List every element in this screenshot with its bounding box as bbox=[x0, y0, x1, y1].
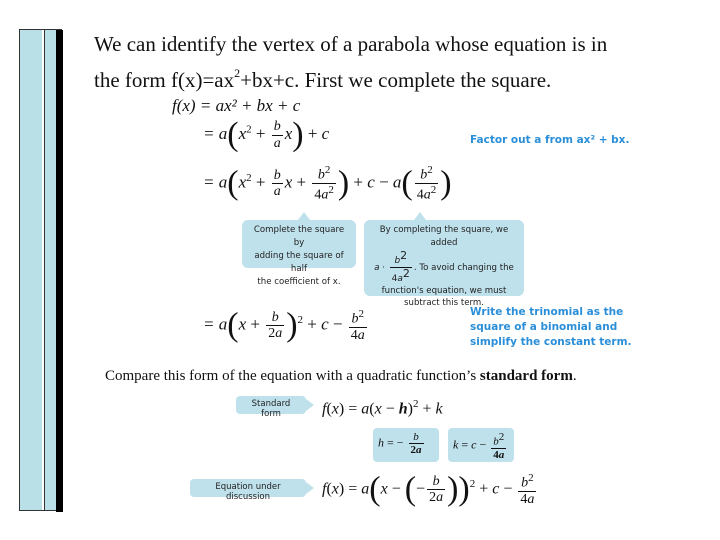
sidebar-stripe-light bbox=[20, 30, 42, 510]
note-trinomial-line-1: Write the trinomial as the bbox=[470, 306, 624, 318]
step-4-equation: = a(x + $\frac{b}{2a}$ )$^2$ + c − $\frac{b^2}{4a}$ bbox=[203, 306, 365, 344]
heading-line-2-suffix: +bx+c. First we complete the square. bbox=[240, 68, 552, 92]
standard-form-equation: $f(x) = a(x - h)^2 + k$ bbox=[322, 398, 443, 418]
heading-line-2 bbox=[94, 66, 552, 92]
callout-subtract-term bbox=[364, 220, 524, 309]
step-3-equation: = $a(x^2$ + $\frac{b}{a}$ x + $\frac{b^2}{4a^2}$ ) + c − a( $\frac{b^2}{4a^2}$ ) bbox=[203, 164, 452, 203]
callout-right-line-2: a · $\frac{b2}{4a2}$ . To avoid changing the bbox=[374, 248, 514, 284]
sidebar-stripe-dark bbox=[56, 30, 63, 512]
step-2-equation: = $a(x^2$ + $\frac{b}{a}$ x) + c bbox=[203, 116, 330, 153]
compare-bold: standard form bbox=[479, 368, 573, 384]
step-1-text: f(x) = ax² + bx + c bbox=[172, 96, 301, 115]
callout-right-line-3: function's equation, we must bbox=[381, 285, 507, 296]
label-equation-under-discussion: Equation under discussion bbox=[190, 479, 306, 497]
step-2-lead: = a bbox=[203, 123, 228, 143]
heading-line-1: We can identify the vertex of a parabola whose equation is in bbox=[94, 32, 608, 56]
discussion-equation: f(x) = a(x − (− $\frac{b}{2a}$ ))$^2$ + c − $\frac{b^2}{4a}$ bbox=[322, 470, 535, 508]
note-factor: Factor out a from ax² + bx. bbox=[470, 134, 630, 146]
k-definition-box: k = c − $\frac{b2}{4a}$ bbox=[448, 428, 514, 462]
callout-right-line-1: By completing the square, we added bbox=[379, 225, 509, 248]
callout-right-line-4: subtract this term. bbox=[404, 298, 484, 309]
callout-complete-square bbox=[242, 220, 356, 287]
heading-line-2-sup: 2 bbox=[234, 66, 241, 80]
callout-left-line-3: the coefficient of x. bbox=[257, 276, 341, 287]
h-definition-box: h = − $\frac{b}{2a}$ bbox=[373, 428, 439, 462]
note-trinomial-line-3: simplify the constant term. bbox=[470, 336, 632, 349]
compare-sentence: Compare this form of the equation with a quadratic function’s standard form. bbox=[105, 368, 577, 384]
callout-left-line-1: Complete the square by bbox=[253, 225, 345, 248]
fraction-b-over-a: $\frac{b}{a}$ bbox=[273, 119, 281, 151]
callout-left-line-2: adding the square of half bbox=[254, 250, 344, 274]
label-standard-form: Standard form bbox=[236, 396, 306, 414]
step-1-equation bbox=[172, 96, 300, 116]
heading-line-2-prefix: the form f(x)=ax bbox=[94, 68, 235, 92]
note-trinomial bbox=[470, 305, 632, 351]
step-4-lead: = a bbox=[203, 314, 228, 334]
note-trinomial-line-2: square of a binomial and bbox=[470, 321, 618, 334]
step-3-lead: = a bbox=[203, 172, 228, 192]
